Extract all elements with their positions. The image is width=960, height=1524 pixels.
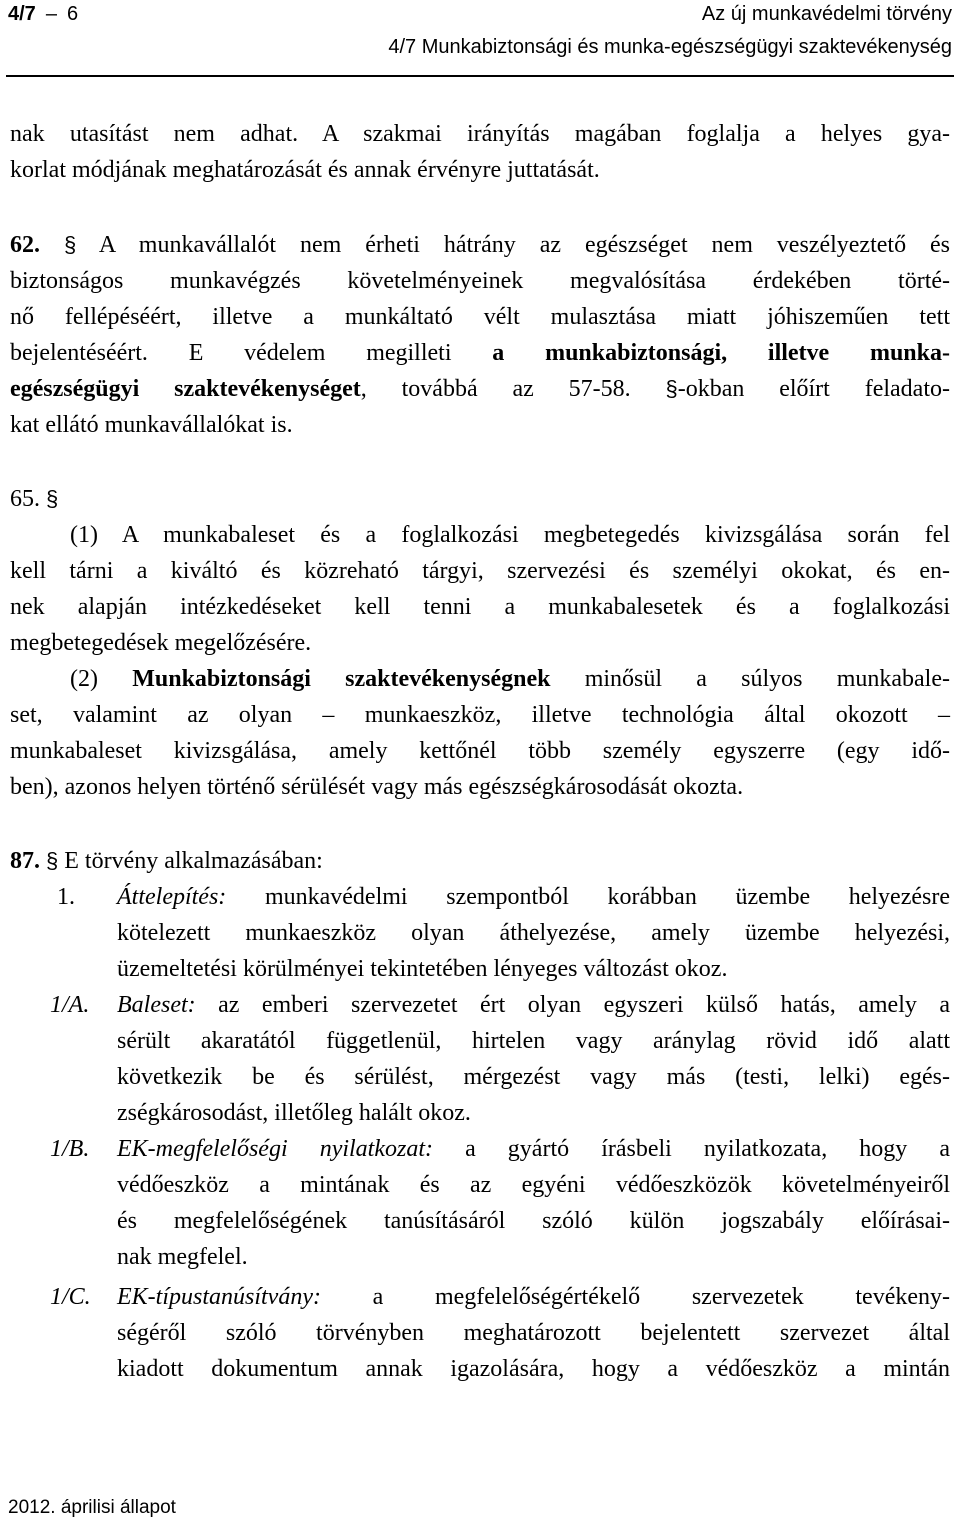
definition-term: Áttelepítés: <box>117 884 227 910</box>
definition-line: és megfelelőségének tanúsításáról szóló külön jogszabály előírásai- <box>117 1208 950 1234</box>
paragraph-62-line: kat ellátó munkavállalókat is. <box>10 412 293 438</box>
text-line: nak utasítást nem adhat. A szakmai irányítás magában foglalja a helyes gya- <box>10 121 950 147</box>
section-sign-icon: § <box>63 232 77 257</box>
definition-line: ségéről szóló törvényben meghatározott bejelentett szervezet által <box>117 1320 950 1346</box>
definition-term: EK-megfelelőségi nyilatkozat: <box>117 1136 433 1162</box>
definition-line: üzemeltetési körülményei tekintetében lényeges változást okoz. <box>117 956 728 982</box>
chapter-title: 4/7 Munkabiztonsági és munka-egészségügyi szaktevékenység <box>388 36 952 58</box>
text-line: korlat módjának meghatározását és annak érvényre juttatását. <box>10 157 600 183</box>
book-title: Az új munkavédelmi törvény <box>701 3 952 25</box>
paragraph-62-line: biztonságos munkavégzés követelményeinek megvalósítása érdekében törté- <box>10 268 950 294</box>
paragraph-65-2-line: (2) Munkabiztonsági szaktevékenységnek minősül a súlyos munkabale- <box>70 666 950 692</box>
paragraph-62-line: egészségügyi szaktevékenységet, továbbá az 57-58. §-okban előírt feladato- <box>10 376 950 402</box>
section-sign-icon: § <box>665 376 678 401</box>
paragraph-62-line: 62. § A munkavállalót nem érheti hátrány az egészséget nem veszélyeztető és <box>10 232 950 258</box>
definition-line: nak megfelel. <box>117 1244 248 1270</box>
page-number: 6 <box>66 3 79 25</box>
paragraph-62-line: nő fellépéséért, illetve a munkáltató vélt mulasztása miatt jóhiszeműen tett <box>10 304 950 330</box>
paragraph-65-1-line: nek alapján intézkedéseket kell tenni a munkabalesetek és a foglalkozási <box>10 594 950 620</box>
section-number-62: 62. <box>10 232 40 258</box>
paragraph-65-1-line: megbetegedések megelőzésére. <box>10 630 312 656</box>
definition-term: Baleset: <box>117 992 196 1018</box>
paragraph-65-2-line: munkabaleset kivizsgálása, amely kettőnél több személy egyszerre (egy idő- <box>10 738 950 764</box>
definition-line: kiadott dokumentum annak igazolására, hogy a védőeszköz a mintán <box>117 1356 950 1382</box>
definition-line: zségkárosodást, illetőleg halált okoz. <box>117 1100 471 1126</box>
definition-item: 1/C. EK-típustanúsítvány: a megfelelőségértékelő szervezetek tevékeny- <box>50 1284 950 1310</box>
section-number: 4/7 <box>8 3 36 25</box>
running-header-left: 4/7 – 6 <box>8 3 79 25</box>
paragraph-65-1-line: (1) A munkabaleset és a foglalkozási megbetegedés kivizsgálása során fel <box>70 522 950 548</box>
section-heading-87: 87. § E törvény alkalmazásában: <box>10 848 323 874</box>
definition-line: védőeszköz a mintának és az egyéni védőeszközök követelményeiről <box>117 1172 950 1198</box>
definition-line: kötelezett munkaeszköz olyan áthelyezése, amely üzembe helyezési, <box>117 920 950 946</box>
definition-line: következik be és sérülést, mérgezést vagy más (testi, lelki) egés- <box>117 1064 950 1090</box>
definition-item: 1. Áttelepítés: munkavédelmi szempontból korábban üzembe helyezésre <box>57 884 951 910</box>
page-footer-date: 2012. áprilisi állapot <box>8 1497 176 1518</box>
header-rule <box>6 75 954 77</box>
section-heading-65 <box>10 484 58 514</box>
paragraph-65-1-line: kell tárni a kiváltó és közreható tárgyi, szervezési és személyi okokat, és en- <box>10 558 950 584</box>
definition-line: sérült akaratától függetlenül, hirtelen vagy aránylag rövid idő alatt <box>117 1028 950 1054</box>
definition-term: EK-típustanúsítvány: <box>117 1284 321 1310</box>
paragraph-62-line: bejelentéséért. E védelem megilleti a munkabiztonsági, illetve munka- <box>10 340 950 366</box>
section-sign-icon: § <box>46 848 59 873</box>
definition-item: 1/A. Baleset: az emberi szervezetet ért olyan egyszeri külső hatás, amely a <box>50 992 950 1018</box>
paragraph-65-2-line: ben), azonos helyen történő sérülését vagy más egészségkárosodását okozta. <box>10 774 744 800</box>
paragraph-65-2-line: set, valamint az olyan – munkaeszköz, illetve technológia által okozott – <box>10 702 950 728</box>
section-sign-icon: § <box>46 486 59 511</box>
section-number-65: 65. <box>10 486 40 512</box>
section-number-87: 87. <box>10 848 40 874</box>
definition-item: 1/B. EK-megfelelőségi nyilatkozat: a gyártó írásbeli nyilatkozata, hogy a <box>50 1136 950 1162</box>
